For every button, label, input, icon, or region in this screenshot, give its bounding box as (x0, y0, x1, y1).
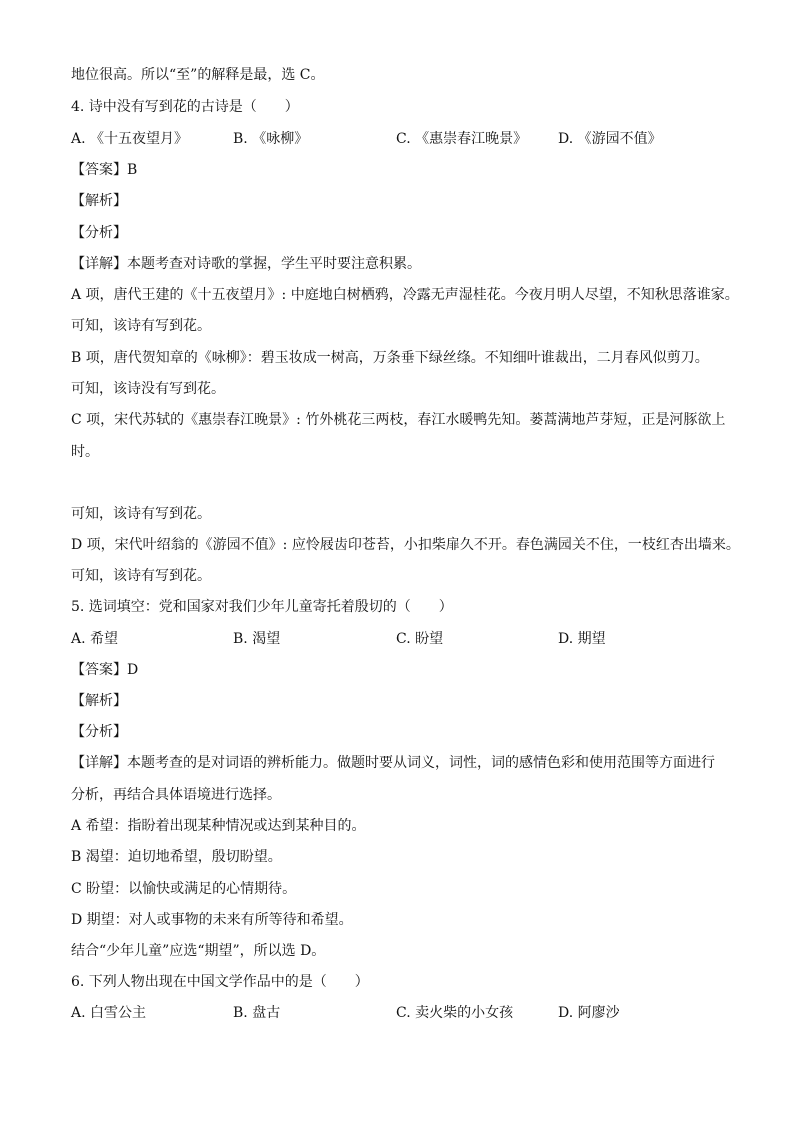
question-5-options (71, 630, 736, 648)
paragraph-line: 地位很高。所以“至”的解释是最，选 C。 (71, 67, 325, 83)
option-b: B. 渴望 (233, 631, 281, 647)
option-d: D. 阿廖沙 (558, 1005, 620, 1021)
paragraph-line: A 项，唐代王建的《十五夜望月》: 中庭地白树栖鸦，冷露无声湿桂花。今夜月明人尽望，不知秋思落谁家。 (71, 287, 739, 303)
paragraph-line: 可知，该诗有写到花。 (71, 318, 211, 334)
analysis-subheading: 【分析】 (71, 225, 127, 241)
analysis-subheading: 【分析】 (71, 724, 127, 740)
question-4-stem: 4. 诗中没有写到花的古诗是（ ） (71, 99, 299, 115)
paragraph-line: C 项，宋代苏轼的《惠崇春江晚景》: 竹外桃花三两枝，春江水暖鸭先知。蒌蒿满地芦芽短，正是河豚欲上 (71, 412, 726, 428)
option-c: C. 《惠崇春江晚景》 (396, 131, 528, 147)
paragraph-line: D 期望：对人或事物的未来有所等待和希望。 (71, 912, 353, 928)
paragraph-line: 时。 (71, 444, 99, 460)
option-a: A. 《十五夜望月》 (71, 131, 189, 147)
paragraph-line: 结合“少年儿童”应选“期望”，所以选 D。 (71, 943, 326, 959)
paragraph-line: D 项，宋代叶绍翁的《游园不值》: 应怜屐齿印苍苔，小扣柴扉久不开。春色满园关不住，一枝红杏出墙来。 (71, 537, 740, 553)
question-5-stem: 5. 选词填空：党和国家对我们少年儿童寄托着殷切的（ ） (71, 599, 453, 615)
question-6-options (71, 1004, 736, 1022)
analysis-label: 【解析】 (71, 693, 127, 709)
paragraph-line: 可知，该诗没有写到花。 (71, 381, 225, 397)
option-a: A. 希望 (71, 631, 119, 647)
paragraph-line: 可知，该诗有写到花。 (71, 506, 211, 522)
question-4-options (71, 130, 736, 148)
paragraph-line: 可知，该诗有写到花。 (71, 568, 211, 584)
analysis-label: 【解析】 (71, 193, 127, 209)
option-a: A. 白雪公主 (71, 1005, 147, 1021)
answer-label: 【答案】D (71, 662, 139, 678)
option-d: D. 期望 (558, 631, 606, 647)
paragraph-line: 分析，再结合具体语境进行选择。 (71, 787, 281, 803)
paragraph-line: A 希望：指盼着出现某种情况或达到某种目的。 (71, 818, 366, 834)
option-c: C. 盼望 (396, 631, 444, 647)
detail-paragraph: 【详解】本题考查的是对词语的辨析能力。做题时要从词义，词性，词的感情色彩和使用范围等方面进行 (71, 755, 715, 771)
option-b: B. 《咏柳》 (233, 131, 309, 147)
question-6-stem: 6. 下列人物出现在中国文学作品中的是（ ） (71, 974, 369, 990)
option-c: C. 卖火柴的小女孩 (396, 1005, 514, 1021)
paragraph-line: B 项，唐代贺知章的《咏柳》：碧玉妆成一树高，万条垂下绿丝绦。不知细叶谁裁出，二月春风似剪刀。 (71, 350, 709, 366)
detail-paragraph: 【详解】本题考查对诗歌的掌握，学生平时要注意积累。 (71, 256, 421, 272)
option-d: D. 《游园不值》 (558, 131, 662, 147)
paragraph-line: C 盼望：以愉快或满足的心情期待。 (71, 881, 297, 897)
option-b: B. 盘古 (233, 1005, 281, 1021)
paragraph-line: B 渴望：迫切地希望，殷切盼望。 (71, 849, 282, 865)
answer-label: 【答案】B (71, 162, 138, 178)
